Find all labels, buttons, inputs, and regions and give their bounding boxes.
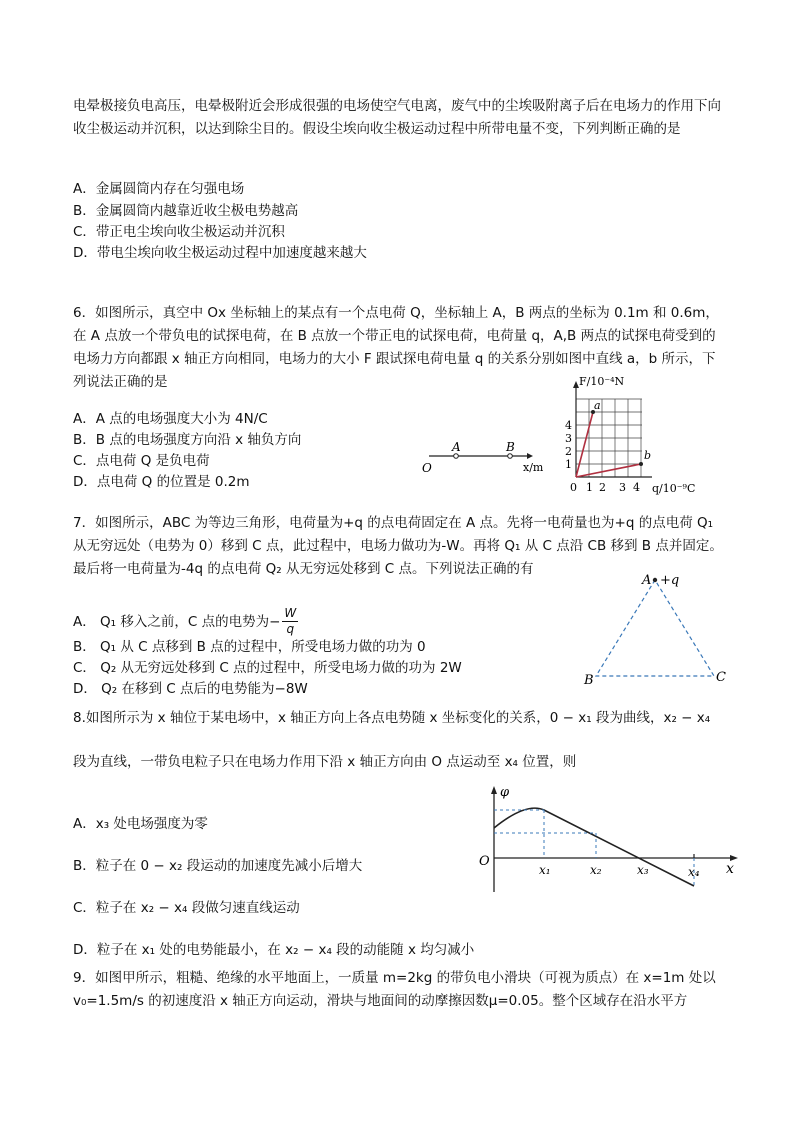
q8-origin-label: O: [479, 854, 490, 869]
q7-label-a: A: [642, 573, 652, 588]
q6-graph-xlabel: q/10⁻⁹C: [652, 482, 696, 495]
q8-phi-arrow: [491, 786, 497, 794]
q6-text: 6．如图所示，真空中 Ox 坐标轴上的某点有一个点电荷 Q，坐标轴上 A，B 两点的坐标为 0.1m 和 0.6m，在 A 点放一个带负电的试探电荷，在 B 点放一个带正电的试探电荷，电荷量 q，A,B 两点的试探电荷受到的电场力方向都跟 x 轴正方向相同，电场力的大小 F 跟试探电荷电量 q 的关系分别如图中直线 a，b 所示，下列说法正确的是: [73, 305, 719, 390]
q8-phi-x-graph: [474, 780, 744, 900]
q5-option-c: C．带正电尘埃向收尘极运动并沉积: [73, 224, 285, 240]
q6-ytick-1: 1: [565, 458, 572, 471]
q6-xtick-0: 0: [570, 481, 577, 494]
q8-line2: 段为直线，一带负电粒子只在电场力作用下沿 x 轴正方向由 O 点运动至 x₄ 位置，则: [73, 754, 577, 770]
q6-xtick-2: 2: [599, 481, 606, 494]
q7-triangle-figure: [580, 568, 730, 690]
q7-option-c: C． Q₂ 从无穷远处移到 C 点的过程中，所受电场力做的功为 2W: [73, 660, 462, 676]
q6-xtick-4: 4: [633, 481, 640, 494]
q6-a-label: A: [452, 440, 461, 454]
q8-x3-label: x₃: [637, 863, 649, 877]
q6-ytick-4: 4: [565, 419, 572, 432]
q6-xtick-3: 3: [619, 481, 626, 494]
q6-point-b: [508, 454, 513, 459]
q7-label-b: B: [584, 673, 594, 688]
q6-line-a-label: a: [594, 399, 601, 412]
q7-option-b: B． Q₁ 从 C 点移到 B 点的过程中，所受电场力做的功为 0: [73, 639, 426, 655]
q9-text: 9．如图甲所示，粗糙、绝缘的水平地面上，一质量 m=2kg 的带负电小滑块（可视为质点）在 x=1m 处以 v₀=1.5m/s 的初速度沿 x 轴正方向运动，滑块与地面间的动摩擦因数μ=0.05。整个区域存在沿水平方: [73, 970, 716, 1009]
q6-ytick-2: 2: [565, 445, 572, 458]
q8-option-d: D．粒子在 x₁ 处的电势能最小，在 x₂ − x₄ 段的动能随 x 均匀减小: [73, 942, 475, 958]
q6-line-b-label: b: [644, 449, 652, 462]
q6-line-b: [576, 464, 641, 477]
q7-charge-a: [653, 578, 657, 582]
q8-option-b: B．粒子在 0 − x₂ 段运动的加速度先减小后增大: [73, 858, 363, 874]
q6-f-q-graph: [560, 372, 710, 500]
q6-option-c: C．点电荷 Q 是负电荷: [73, 453, 210, 469]
q7-option-a-text: A． Q₁ 移入之前，C 点的电势为−: [73, 613, 281, 630]
q8-option-a: A．x₃ 处电场强度为零: [73, 816, 208, 832]
q7-fraction-den: q: [286, 622, 295, 636]
q8-xlabel: x: [726, 861, 734, 877]
q6-line-a: [576, 412, 593, 477]
q6-xlabel: x/m: [523, 461, 544, 474]
q7-label-c: C: [716, 670, 726, 685]
q6-xtick-1: 1: [586, 481, 593, 494]
q8-x2-label: x₂: [590, 863, 602, 877]
q7-option-a: [73, 606, 298, 637]
q7-text: 7．如图所示，ABC 为等边三角形，电荷量为+q 的点电荷固定在 A 点。先将一电荷量也为+q 的点电荷 Q₁ 从无穷远处（电势为 0）移到 C 点，此过程中，电场力做功为-W。再将 Q₁ 从 C 点沿 CB 移到 B 点并固定。最后将一电荷量为-4q 的点电荷 Q₂ 从无穷远处移到 C 点。下列说法正确的有: [73, 515, 723, 577]
q8-ylabel: φ: [500, 785, 510, 800]
q6-b-label: B: [506, 440, 515, 454]
q5-option-d: D．带电尘埃向收尘极运动过程中加速度越来越大: [73, 245, 367, 261]
q5-option-a: A．金属圆筒内存在匀强电场: [73, 181, 245, 197]
q6-origin-label: O: [422, 461, 432, 475]
q6-axis-figure: [415, 436, 555, 476]
q6-option-d: D．点电荷 Q 的位置是 0.2m: [73, 474, 250, 490]
q8-x4-label: x₄: [688, 865, 700, 879]
q6-graph-ylabel: F/10⁻⁴N: [579, 375, 625, 388]
q7-label-charge: +q: [660, 573, 680, 588]
q8-x1-label: x₁: [539, 863, 551, 877]
q7-fraction: [282, 606, 298, 637]
q6-option-b: B．B 点的电场强度方向沿 x 轴负方向: [73, 432, 302, 448]
q6-x-arrow: [527, 453, 533, 459]
q6-point-a: [454, 454, 459, 459]
q8-line1: 8.如图所示为 x 轴位于某电场中，x 轴正方向上各点电势随 x 坐标变化的关系，0 − x₁ 段为曲线，x₂ − x₄: [73, 710, 711, 726]
q7-triangle: [596, 580, 714, 676]
q7-fraction-num: W: [284, 606, 297, 620]
q5-text: 电晕极接负电高压，电晕极附近会形成很强的电场使空气电离，废气中的尘埃吸附离子后在电场力的作用下向收尘极运动并沉积，以达到除尘目的。假设尘埃向收尘极运动过程中所带电量不变，下列判断正确的是: [73, 98, 721, 137]
q6-option-a: A．A 点的电场强度大小为 4N/C: [73, 411, 268, 427]
q7-option-d: D． Q₂ 在移到 C 点后的电势能为−8W: [73, 681, 308, 697]
q6-point-b-mark: [639, 462, 643, 466]
q6-ytick-3: 3: [565, 432, 572, 445]
q8-option-c: C．粒子在 x₂ − x₄ 段做匀速直线运动: [73, 900, 300, 916]
q5-option-b: B．金属圆筒内越靠近收尘极电势越高: [73, 203, 299, 219]
